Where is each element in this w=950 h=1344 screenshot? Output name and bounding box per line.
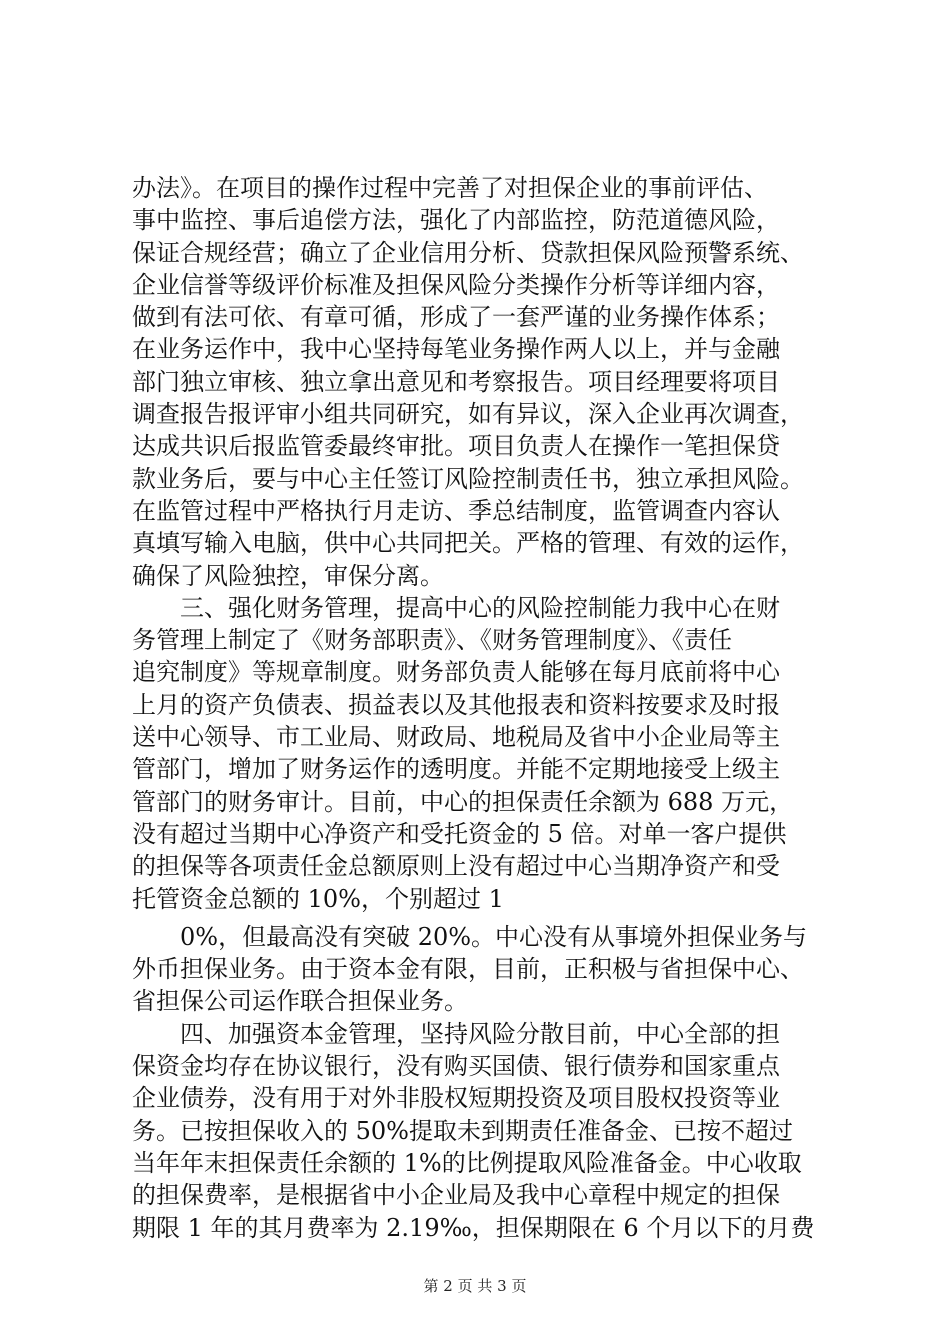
text-line: 外币担保业务。由于资本金有限，目前，正积极与省担保中心、: [132, 955, 804, 984]
text-line: 部门独立审核、独立拿出意见和考察报告。项目经理要将项目: [132, 367, 780, 396]
text-line: 调查报告报评审小组共同研究，如有异议，深入企业再次调查，: [132, 400, 804, 429]
text-line: 送中心领导、市工业局、财政局、地税局及省中小企业局等主: [132, 723, 780, 752]
text-line: 的担保等各项责任金总额原则上没有超过中心当期净资产和受: [132, 852, 780, 881]
text-line: 做到有法可依、有章可循，形成了一套严谨的业务操作体系；: [132, 303, 780, 332]
text-line: 务。已按担保收入的 50%提取未到期责任准备金、已按不超过: [132, 1116, 793, 1145]
text-line: 管部门的财务审计。目前，中心的担保责任余额为 688 万元，: [132, 787, 794, 816]
text-line: 企业信誉等级评价标准及担保风险分类操作分析等详细内容，: [132, 270, 780, 299]
text-line: 期限 1 年的其月费率为 2.19‰，担保期限在 6 个月以下的月费: [132, 1213, 815, 1242]
text-line: 真填写输入电脑，供中心共同把关。严格的管理、有效的运作，: [132, 529, 804, 558]
text-line: 事中监控、事后追偿方法，强化了内部监控，防范道德风险，: [132, 206, 780, 235]
text-line: 省担保公司运作联合担保业务。: [132, 987, 468, 1016]
text-line: 托管资金总额的 10%，个别超过 1: [132, 884, 504, 913]
text-line: 办法》。在项目的操作过程中完善了对担保企业的事前评估、: [132, 174, 768, 202]
document-body: [132, 172, 832, 1244]
text-line: 四、加强资本金管理，坚持风险分散目前，中心全部的担: [132, 1019, 780, 1048]
text-line: 企业债券，没有用于对外非股权短期投资及项目股权投资等业: [132, 1084, 780, 1113]
text-line: 保证合规经营；确立了企业信用分析、贷款担保风险预警系统、: [132, 238, 804, 267]
text-line: 当年年末担保责任余额的 1%的比例提取风险准备金。中心收取: [132, 1148, 802, 1177]
text-line: 追究制度》等规章制度。财务部负责人能够在每月底前将中心: [132, 658, 780, 687]
text-line: 达成共识后报监管委最终审批。项目负责人在操作一笔担保贷: [132, 432, 780, 461]
text-line: 三、强化财务管理，提高中心的风险控制能力我中心在财: [132, 593, 780, 622]
text-line: 款业务后，要与中心主任签订风险控制责任书，独立承担风险。: [132, 464, 804, 493]
text-line: 的担保费率，是根据省中小企业局及我中心章程中规定的担保: [132, 1181, 780, 1210]
text-line: 上月的资产负债表、损益表以及其他报表和资料按要求及时报: [132, 690, 780, 719]
text-line: 保资金均存在协议银行，没有购买国债、银行债券和国家重点: [132, 1052, 780, 1081]
text-line: 管部门，增加了财务运作的透明度。并能不定期地接受上级主: [132, 755, 780, 784]
text-line: 确保了风险独控，审保分离。: [132, 561, 444, 590]
text-line: 0%，但最高没有突破 20%。中心没有从事境外担保业务与: [132, 922, 808, 951]
page-footer: 第 2 页 共 3 页: [423, 1277, 527, 1295]
text-line: 务管理上制定了《财务部职责》、《财务管理制度》、《责任: [132, 626, 732, 655]
text-line: 没有超过当期中心净资产和受托资金的 5 倍。对单一客户提供: [132, 819, 787, 848]
text-line: 在监管过程中严格执行月走访、季总结制度，监管调查内容认: [132, 496, 780, 525]
text-line: 在业务运作中，我中心坚持每笔业务操作两人以上，并与金融: [132, 335, 780, 364]
